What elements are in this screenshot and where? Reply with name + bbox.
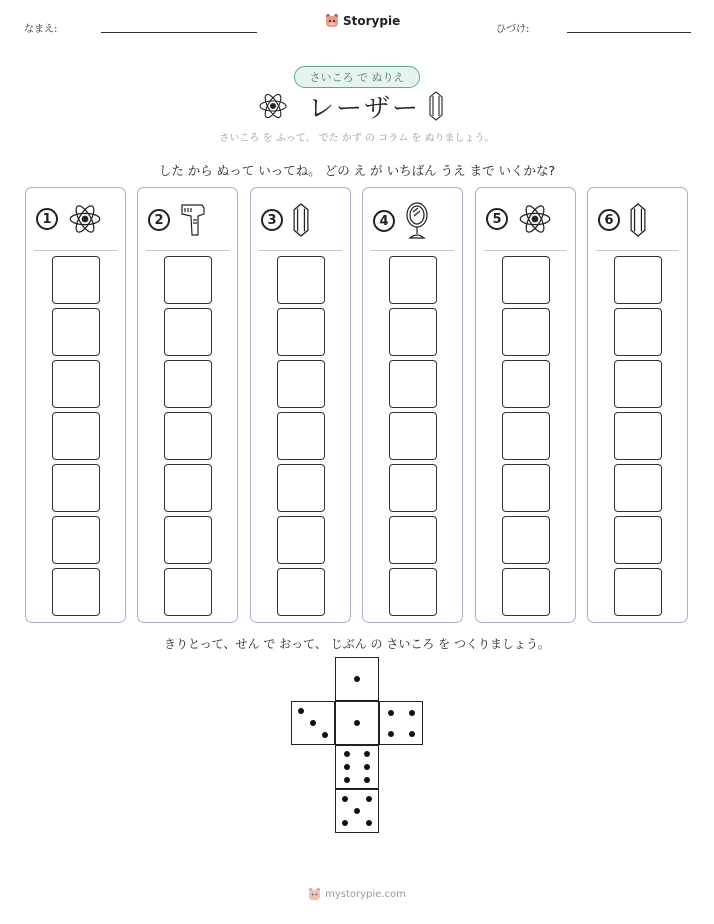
color-box[interactable] [389, 360, 437, 408]
storypie-mascot-icon [325, 13, 339, 29]
dice-column-4 [362, 187, 463, 623]
crystal-icon [630, 202, 646, 238]
color-box[interactable] [614, 256, 662, 304]
crystal-icon [429, 91, 443, 121]
dice-instruction: きりとって、せん で おって、 じぶん の さいころ を つくりましょう。 [164, 637, 550, 651]
color-box[interactable] [52, 308, 100, 356]
color-box[interactable] [389, 516, 437, 564]
color-box[interactable] [614, 464, 662, 512]
color-box[interactable] [502, 308, 550, 356]
date-line[interactable] [567, 32, 691, 33]
column-number: 5 [486, 208, 508, 230]
column-number: 2 [148, 209, 170, 231]
color-box[interactable] [502, 256, 550, 304]
color-box[interactable] [52, 360, 100, 408]
die-pip [388, 710, 394, 716]
column-number: 1 [36, 208, 58, 230]
column-header [486, 202, 552, 236]
atom-icon [258, 91, 288, 121]
color-box[interactable] [164, 412, 212, 460]
die-face [335, 657, 379, 701]
color-box[interactable] [614, 516, 662, 564]
die-pip [409, 710, 415, 716]
column-divider [371, 250, 454, 251]
color-box[interactable] [164, 308, 212, 356]
die-pip [364, 751, 370, 757]
color-box[interactable] [277, 360, 325, 408]
atom-icon [518, 202, 552, 236]
color-box[interactable] [502, 516, 550, 564]
die-face [335, 789, 379, 833]
column-divider [596, 250, 679, 251]
color-box[interactable] [389, 256, 437, 304]
die-pip [344, 764, 350, 770]
color-box[interactable] [277, 568, 325, 616]
column-number: 6 [598, 209, 620, 231]
column-header [598, 202, 646, 238]
crystal-icon [293, 202, 309, 238]
footer [0, 887, 714, 902]
footer-url[interactable]: mystorypie.com [325, 889, 406, 900]
dice-column-3 [250, 187, 351, 623]
color-box[interactable] [389, 308, 437, 356]
color-box[interactable] [277, 516, 325, 564]
subtitle: さいころ を ふって、 でた かず の コラム を ぬりましょう。 [219, 133, 495, 144]
name-line[interactable] [101, 32, 257, 33]
column-number: 3 [261, 209, 283, 231]
color-box[interactable] [277, 256, 325, 304]
color-box[interactable] [52, 256, 100, 304]
color-box[interactable] [277, 464, 325, 512]
color-box[interactable] [164, 568, 212, 616]
color-box[interactable] [277, 308, 325, 356]
die-pip [354, 720, 360, 726]
die-pip [342, 820, 348, 826]
die-pip [322, 732, 328, 738]
die-pip [354, 808, 360, 814]
die-pip [342, 796, 348, 802]
color-box[interactable] [52, 516, 100, 564]
column-divider [34, 250, 117, 251]
die-pip [364, 764, 370, 770]
instruction: した から ぬって いってね。 どの え が いちばん うえ まで いくかな? [158, 163, 556, 178]
column-header [261, 202, 309, 238]
color-box[interactable] [502, 412, 550, 460]
die-pip [344, 751, 350, 757]
color-box[interactable] [389, 412, 437, 460]
column-header [148, 202, 206, 238]
color-box[interactable] [52, 568, 100, 616]
column-header [373, 202, 429, 240]
die-pip [388, 731, 394, 737]
color-box[interactable] [502, 568, 550, 616]
column-divider [146, 250, 229, 251]
color-box[interactable] [164, 256, 212, 304]
name-label: なまえ: [24, 24, 58, 35]
atom-icon [68, 202, 102, 236]
die-face [335, 745, 379, 789]
dice-column-1 [25, 187, 126, 623]
column-divider [484, 250, 567, 251]
color-box[interactable] [614, 412, 662, 460]
die-pip [310, 720, 316, 726]
dice-column-2 [137, 187, 238, 623]
dice-column-6 [587, 187, 688, 623]
die-pip [354, 676, 360, 682]
column-divider [259, 250, 342, 251]
die-pip [344, 777, 350, 783]
color-box[interactable] [52, 464, 100, 512]
color-box[interactable] [164, 360, 212, 408]
color-box[interactable] [502, 360, 550, 408]
die-pip [366, 820, 372, 826]
die-pip [409, 731, 415, 737]
color-box[interactable] [502, 464, 550, 512]
category-badge: さいころ で ぬりえ [294, 66, 420, 88]
color-box[interactable] [389, 568, 437, 616]
brand-logo [325, 13, 400, 29]
color-box[interactable] [277, 412, 325, 460]
mirror-icon [405, 202, 429, 240]
die-pip [298, 708, 304, 714]
die-face [335, 701, 379, 745]
brand-name: Storypie [343, 14, 401, 28]
color-box[interactable] [389, 464, 437, 512]
color-box[interactable] [52, 412, 100, 460]
storypie-mascot-icon [308, 887, 321, 902]
date-label: ひづけ: [496, 24, 530, 35]
page-title: レーザー [308, 94, 421, 124]
color-box[interactable] [164, 516, 212, 564]
die-pip [366, 796, 372, 802]
color-box[interactable] [164, 464, 212, 512]
barcode-scanner-icon [180, 202, 206, 238]
die-pip [364, 777, 370, 783]
column-header [36, 202, 102, 236]
color-box[interactable] [614, 360, 662, 408]
color-box[interactable] [614, 308, 662, 356]
die-face [379, 701, 423, 745]
dice-column-5 [475, 187, 576, 623]
die-face [291, 701, 335, 745]
color-box[interactable] [614, 568, 662, 616]
column-number: 4 [373, 210, 395, 232]
